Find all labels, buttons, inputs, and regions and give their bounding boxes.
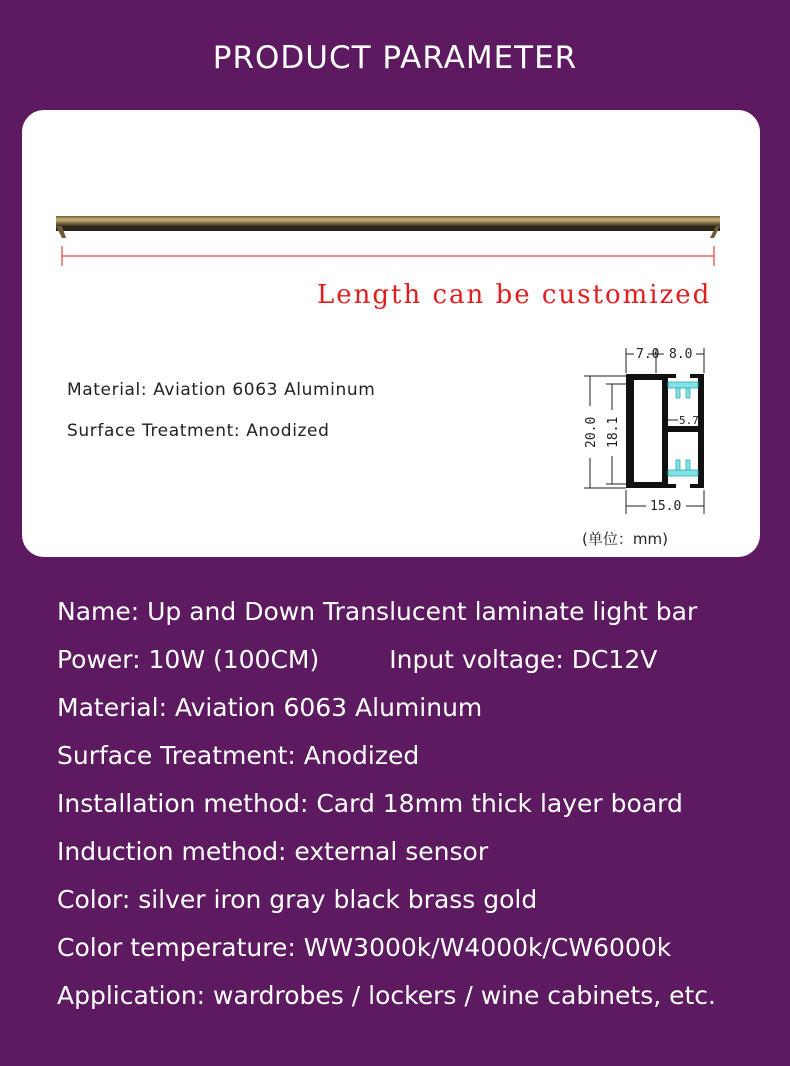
- spec-color: Color: silver iron gray black brass gold: [57, 885, 538, 914]
- light-bar-body: [56, 216, 720, 226]
- spec-installation: Installation method: Card 18mm thick layer board: [57, 789, 683, 818]
- card-surface-text: Surface Treatment: Anodized: [67, 421, 330, 441]
- dim-inner-gap-label: 5.7: [679, 414, 699, 427]
- spec-temperature: Color temperature: WW3000k/W4000k/CW6000k: [57, 933, 672, 962]
- dim-inner-height-label: 18.1: [606, 416, 621, 448]
- dim-bottom-width-label: 15.0: [650, 499, 682, 514]
- length-dimension-line: [62, 246, 714, 266]
- page-title: PRODUCT PARAMETER: [212, 40, 578, 76]
- spec-name: Name: Up and Down Translucent laminate light bar: [57, 597, 698, 626]
- light-bar-shadow: [56, 226, 720, 231]
- spec-power: Power: 10W (100CM): [57, 645, 320, 674]
- unit-label: (单位：mm): [582, 530, 668, 548]
- spec-list: [57, 592, 716, 1024]
- length-customized-text: Length can be customized: [317, 280, 712, 310]
- dim-top-right-label: 8.0: [669, 347, 693, 362]
- spec-voltage: Input voltage: DC12V: [389, 645, 658, 674]
- profile-cross-section-drawing: [552, 338, 742, 528]
- product-card: [22, 110, 760, 557]
- spec-power-row: [57, 640, 716, 688]
- dim-outer-height-label: 20.0: [584, 416, 599, 448]
- spec-induction: Induction method: external sensor: [57, 837, 489, 866]
- spec-surface: Surface Treatment: Anodized: [57, 741, 420, 770]
- card-material-text: Material: Aviation 6063 Aluminum: [67, 380, 376, 400]
- dim-top-left-label: 7.0: [636, 347, 660, 362]
- spec-material: Material: Aviation 6063 Aluminum: [57, 693, 483, 722]
- spec-application: Application: wardrobes / lockers / wine cabinets, etc.: [57, 981, 716, 1010]
